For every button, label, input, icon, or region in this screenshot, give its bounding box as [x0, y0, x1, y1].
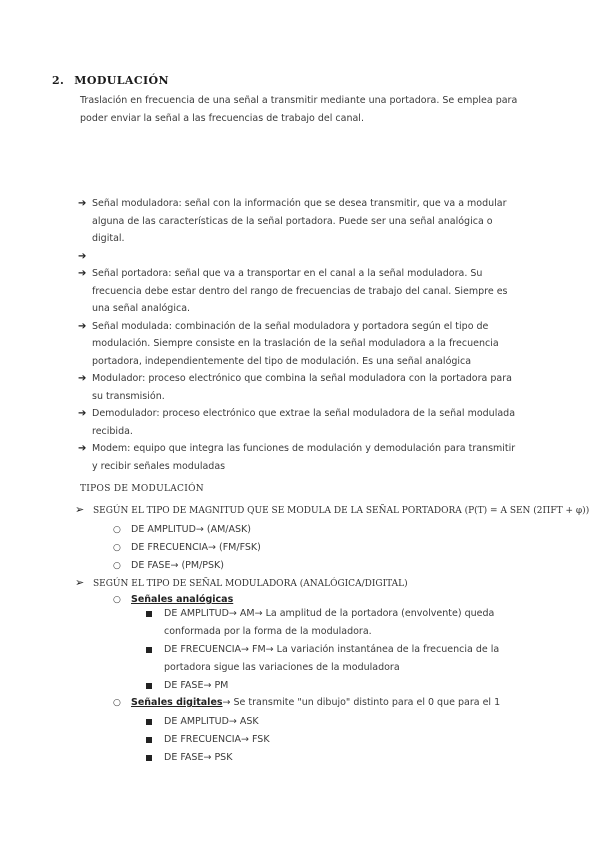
arrow-bullet-icon: ➔ [78, 250, 87, 262]
definitions-list [78, 195, 523, 475]
section1-item: ○ DE AMPLITUD→ (AM/ASK) [113, 524, 251, 535]
square-bullet-icon [146, 611, 152, 617]
circle-bullet-icon: ○ [113, 525, 121, 535]
definition-item-empty [78, 248, 523, 266]
analog-item: DE FASE→ PM [146, 677, 530, 695]
arrow-bullet-icon: ➔ [78, 320, 87, 332]
analog-item: DE FRECUENCIA→ FM→ La variación instantánea de la frecuencia de la portadora sigue las variaciones de la moduladora [146, 641, 530, 677]
circle-bullet-icon: ○ [113, 698, 121, 708]
digital-item: DE FASE→ PSK [146, 749, 530, 767]
arrow-bullet-icon: ➔ [78, 443, 87, 454]
square-bullet-icon [146, 719, 152, 725]
square-bullet-icon [146, 755, 152, 761]
section-title [52, 74, 169, 87]
digital-heading: ○ Señales digitales→ Se transmite "un dibujo" distinto para el 0 que para el 1 [113, 697, 501, 708]
square-bullet-icon [146, 737, 152, 743]
section-title-text: MODULACIÓN [74, 74, 169, 87]
arrowhead-bullet-icon: ➢ [75, 503, 85, 516]
digital-item: DE FRECUENCIA→ FSK [146, 731, 530, 749]
arrow-bullet-icon: ➔ [78, 198, 87, 209]
square-bullet-icon [146, 647, 152, 653]
definition-item: ➔ Señal moduladora: señal con la información que se desea transmitir, que va a modular alguna de las características de la señal portadora. Puede ser una señal analógica o digital. [78, 195, 523, 248]
arrow-bullet-icon: ➔ [78, 408, 87, 419]
square-bullet-icon [146, 683, 152, 689]
definition-item: ➔ Demodulador: proceso electrónico que extrae la señal moduladora de la señal modulada recibida. [78, 405, 523, 440]
analog-heading: ○ Señales analógicas [113, 594, 234, 605]
circle-bullet-icon: ○ [113, 561, 121, 571]
section2-heading: ➢ SEGÚN EL TIPO DE SEÑAL MODULADORA (ANALÓGICA/DIGITAL) [75, 576, 408, 589]
tipos-heading: TIPOS DE MODULACIÓN [80, 484, 204, 494]
definition-item: ➔ Señal portadora: señal que va a transportar en el canal a la señal moduladora. Su frecuencia debe estar dentro del rango de frecuencias de trabajo del canal. Siempre es una señal analógica. [78, 265, 523, 318]
definition-item: ➔ Modem: equipo que integra las funciones de modulación y demodulación para transmitir y recibir señales moduladas [78, 440, 523, 475]
definition-item: ➔ Modulador: proceso electrónico que combina la señal moduladora con la portadora para su transmisión. [78, 370, 523, 405]
section1-item: ○ DE FASE→ (PM/PSK) [113, 560, 224, 571]
intro-paragraph: Traslación en frecuencia de una señal a transmitir mediante una portadora. Se emplea para poder enviar la señal a las frecuencias de trabajo del canal. [80, 95, 518, 124]
definition-item: ➔ Señal modulada: combinación de la señal moduladora y portadora según el tipo de modulación. Siempre consiste en la traslación de la señal moduladora a la frecuencia portadora, independientemente del tipo de modulación. Es una señal analógica [78, 318, 523, 371]
circle-bullet-icon: ○ [113, 595, 121, 605]
section1-heading: ➢ SEGÚN EL TIPO DE MAGNITUD QUE SE MODULA DE LA SEÑAL PORTADORA (P(T) = A SEN (2ΠFT + φ)) [75, 503, 590, 516]
arrow-bullet-icon: ➔ [78, 268, 87, 279]
analog-item: DE AMPLITUD→ AM→ La amplitud de la portadora (envolvente) queda conformada por la forma de la moduladora. [146, 605, 530, 641]
digital-item: DE AMPLITUD→ ASK [146, 713, 530, 731]
section-number: 2. [52, 74, 65, 87]
circle-bullet-icon: ○ [113, 543, 121, 553]
arrow-bullet-icon: ➔ [78, 373, 87, 384]
arrowhead-bullet-icon: ➢ [75, 576, 85, 589]
section1-item: ○ DE FRECUENCIA→ (FM/FSK) [113, 542, 261, 553]
